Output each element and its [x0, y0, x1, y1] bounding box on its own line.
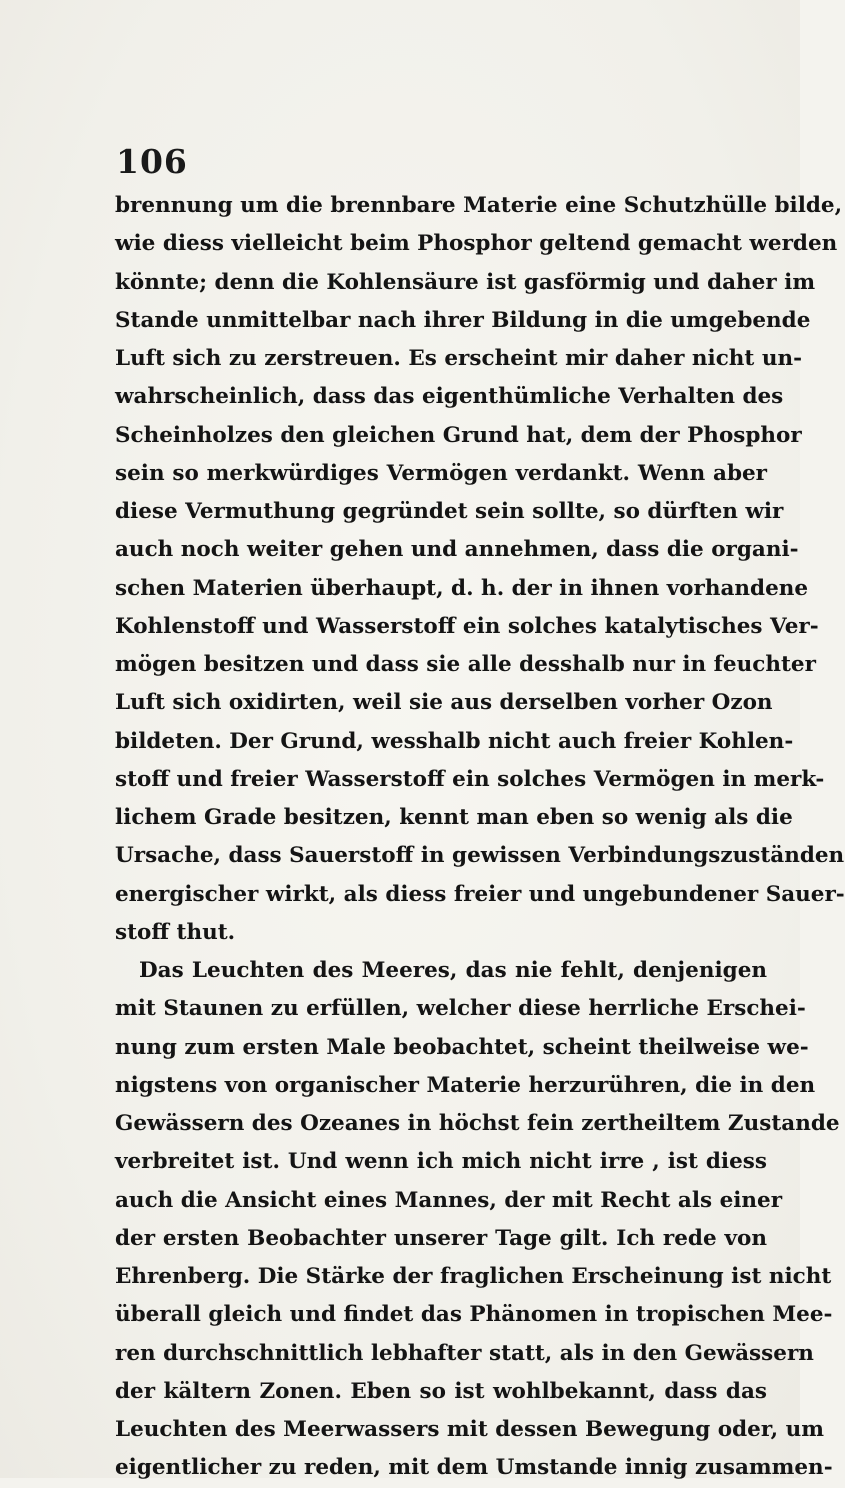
paragraph-end-line: stoff thut.	[115, 919, 236, 945]
text-line: Ursache, dass Sauerstoff in gewissen Verbindungszuständen	[115, 843, 845, 869]
text-line: Kohlenstoff und Wasserstoff ein solches katalytisches Ver-	[115, 613, 819, 639]
text-line: der ersten Beobachter unserer Tage gilt. Ich rede von	[115, 1225, 767, 1251]
text-line: Ehrenberg. Die Stärke der fraglichen Erscheinung ist nicht	[115, 1264, 832, 1289]
page-number: 106	[116, 142, 188, 181]
text-line: wie diess vielleicht beim Phosphor geltend gemacht werden	[115, 231, 838, 257]
text-line: mögen besitzen und dass sie alle desshalb nur in feuchter	[115, 652, 816, 677]
text-line: der kältern Zonen. Eben so ist wohlbekannt, dass das	[115, 1378, 767, 1404]
text-line: mit Staunen zu erfüllen, welcher diese herrliche Erschei-	[115, 996, 806, 1022]
text-line: Stande unmittelbar nach ihrer Bildung in die umgebende	[115, 307, 811, 333]
text-line: eigentlicher zu reden, mit dem Umstande innig zusammen-	[115, 1455, 833, 1481]
text-line: nigstens von organischer Materie herzurühren, die in den	[115, 1072, 816, 1098]
text-line: Luft sich oxidirten, weil sie aus derselben vorher Ozon	[115, 690, 773, 716]
text-line: ren durchschnittlich lebhafter statt, als in den Gewässern	[115, 1340, 814, 1366]
text-line: schen Materien überhaupt, d. h. der in ihnen vorhandene	[115, 575, 809, 601]
text-line: Scheinholzes den gleichen Grund hat, dem der Phosphor	[115, 422, 802, 448]
text-line: auch die Ansicht eines Mannes, der mit Recht als einer	[115, 1187, 783, 1213]
text-line: wahrscheinlich, dass das eigenthümliche Verhalten des	[115, 384, 784, 410]
text-line: lichem Grade besitzen, kennt man eben so wenig als die	[115, 805, 793, 830]
text-line: verbreitet ist. Und wenn ich mich nicht irre , ist diess	[115, 1149, 767, 1175]
text-line: Gewässern des Ozeanes in höchst fein zertheiltem Zustande	[115, 1111, 840, 1136]
text-line: überall gleich und findet das Phänomen in tropischen Mee-	[115, 1302, 833, 1328]
text-line: könnte; denn die Kohlensäure ist gasförmig und daher im	[115, 269, 816, 295]
text-line: auch noch weiter gehen und annehmen, dass die organi-	[115, 537, 799, 563]
paragraph-start-line: Das Leuchten des Meeres, das nie fehlt, denjenigen	[139, 958, 767, 983]
body-text	[115, 187, 845, 1488]
text-line: Luft sich zu zerstreuen. Es erscheint mir daher nicht un-	[115, 346, 803, 371]
text-line: brennung um die brennbare Materie eine Schutzhülle bilde,	[115, 193, 843, 218]
text-line: stoff und freier Wasserstoff ein solches Vermögen in merk-	[115, 766, 825, 792]
text-line: energischer wirkt, als diess freier und ungebundener Sauer-	[115, 881, 845, 907]
text-line: sein so merkwürdiges Vermögen verdankt. Wenn aber	[115, 460, 767, 486]
text-line: nung zum ersten Male beobachtet, scheint theilweise we-	[115, 1034, 809, 1060]
text-line: diese Vermuthung gegründet sein sollte, so dürften wir	[115, 499, 784, 524]
text-line: Leuchten des Meerwassers mit dessen Bewegung oder, um	[115, 1417, 824, 1442]
text-line: bildeten. Der Grund, wesshalb nicht auch freier Kohlen-	[115, 728, 794, 754]
